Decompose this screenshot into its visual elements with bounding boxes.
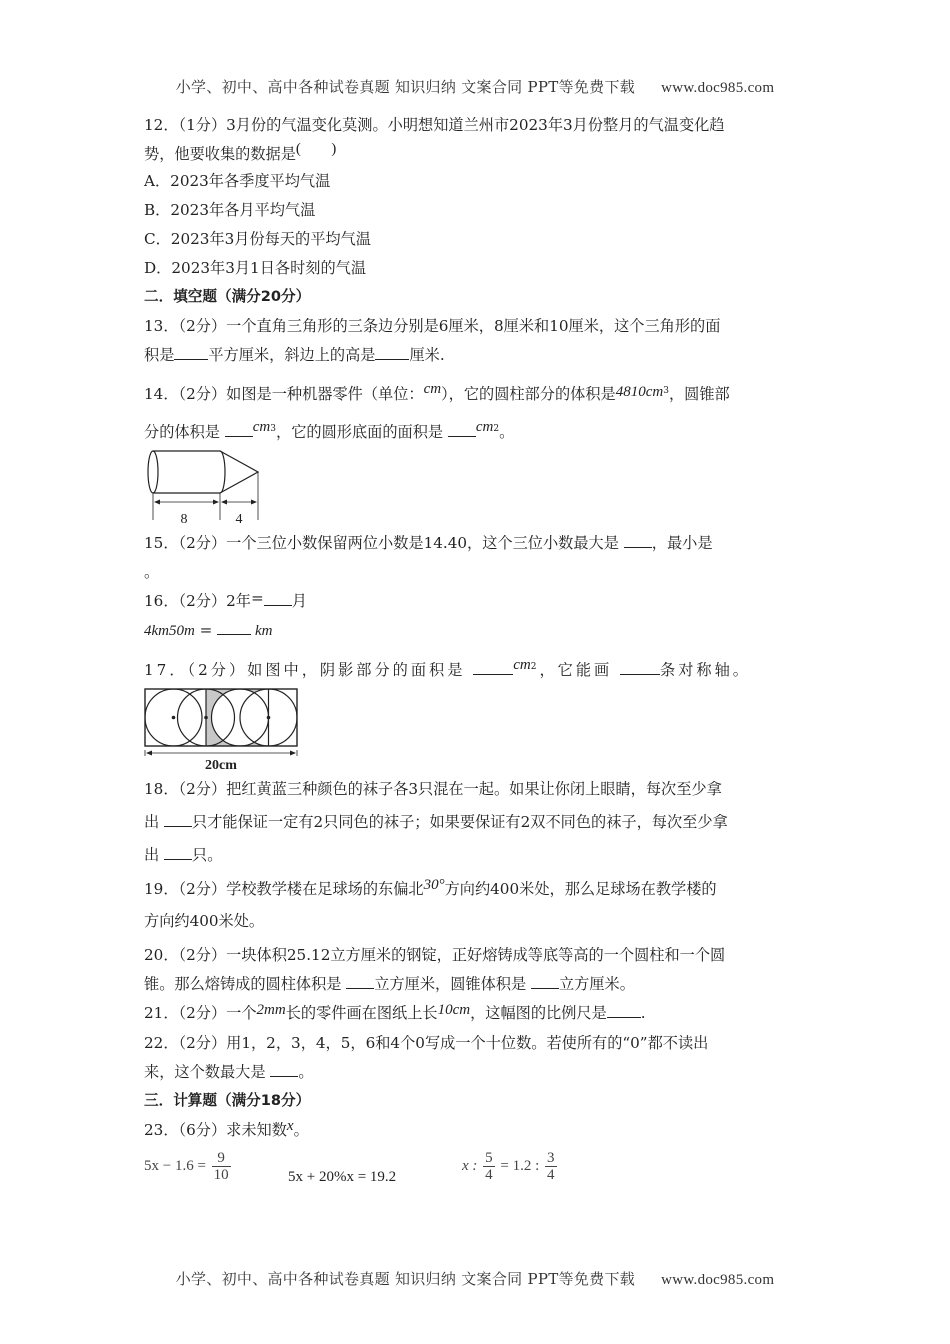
q18-blank-2[interactable]: [164, 845, 192, 860]
exam-content: [144, 112, 808, 1196]
q14-text-d: 分的体积是: [144, 423, 225, 442]
q18-text-b: 只才能保证一定有2只同色的袜子；如果要保证有2双不同色的袜子，每次至少拿: [192, 813, 728, 832]
q21-blank-scale[interactable]: [607, 1003, 641, 1018]
q12-option-d: D．2023年3月1日各时刻的气温: [144, 259, 367, 277]
q23-text-a: 23．（6分）求未知数: [144, 1121, 287, 1140]
equation-3-den-2: 4: [547, 1167, 555, 1184]
q18-line1: 18．（2分）把红黄蓝三种颜色的袜子各3只混在一起。如果让你闭上眼睛，每次至少拿: [144, 780, 722, 799]
q16-equals: =: [251, 589, 264, 608]
q19-line2: 方向约400米处。: [144, 912, 265, 931]
q19-text-b: 方向约400米处，那么足球场在教学楼的: [444, 880, 717, 899]
question-16: [144, 588, 808, 644]
q16-km-unit: km: [251, 623, 273, 640]
q15-line2: 。: [144, 563, 160, 582]
q13-text-b: 平方厘米，斜边上的高是: [208, 346, 376, 364]
q15-blank-max[interactable]: [624, 533, 652, 548]
cylinder-left-face: [148, 451, 158, 493]
q19-text-a: 19．（2分）学校教学楼在足球场的东偏北: [144, 880, 424, 899]
equation-2: 5x + 20%x = 19.2: [288, 1169, 397, 1186]
q14-text-e: ，它的圆形底面的面积是: [276, 423, 448, 442]
header-url[interactable]: www.doc985.com: [661, 80, 775, 96]
q18-text-d: 只。: [192, 846, 223, 865]
q18-blank-1[interactable]: [164, 812, 192, 827]
dimension-label-8: 8: [180, 512, 188, 527]
equation-1-left: 5x − 1.6 =: [144, 1158, 206, 1175]
q23-equations: [144, 1150, 808, 1196]
q23-text-b: 。: [293, 1121, 309, 1140]
q20-text-a: 锥。那么熔铸成的圆柱体积是: [144, 975, 347, 994]
equation-3-den-1: 4: [485, 1167, 493, 1184]
q12-line2: 势，他要收集的数据是: [144, 145, 296, 163]
q13-blank-height[interactable]: [375, 345, 409, 360]
equation-1-numerator: 9: [212, 1150, 231, 1167]
q12-option-c: C．2023年3月份每天的平均气温: [144, 230, 371, 248]
q14-text-f: 。: [499, 423, 515, 442]
q14-text-c: ，圆锥部: [668, 385, 730, 404]
equation-3-num-1: 5: [485, 1150, 493, 1167]
q18-text-a: 出: [144, 813, 165, 832]
q13-text-a: 积是: [144, 346, 175, 364]
q12-option-a: A．2023年各季度平均气温: [144, 172, 331, 190]
dimension-label-4: 4: [235, 512, 243, 527]
cylinder-right-face: [220, 451, 225, 493]
q13-line1: 13．（2分）一个直角三角形的三条边分别是6厘米，8厘米和10厘米，这个三角形的面: [144, 317, 721, 335]
question-14: 14．（2分）如图是一种机器零件（单位：cm），它的圆柱部分的体积是$4810cm^3$，圆锥部 分的体积是 $cm^3$，它的圆形底面的面积是 $cm^2$。 8 4: [144, 381, 730, 527]
q17-blank-axes[interactable]: [620, 660, 660, 675]
q20-blank-cone[interactable]: [531, 974, 559, 989]
q22-line1: 22．（2分）用1，2，3，4，5，6和4个0写成一个十位数。若使所有的“0”都不读出: [144, 1034, 709, 1053]
q12-answer-paren: ( ): [295, 140, 337, 157]
q20-text-c: 立方厘米。: [558, 975, 635, 994]
q15-text-b: ，最小是: [651, 534, 713, 553]
q17-text-b: ，它能画: [539, 661, 621, 680]
section-3-heading: 三．计算题（满分18分）: [144, 1092, 311, 1110]
question-23: [144, 1117, 808, 1196]
equation-1-denominator: 10: [213, 1167, 229, 1184]
q14-cylinder-volume: 4810cm: [615, 384, 664, 401]
q12-line1: 12．（1分）3月份的气温变化莫测。小明想知道兰州市2023年3月份整月的气温变化趋: [144, 116, 725, 134]
question-12: [144, 112, 808, 281]
page-header: [0, 76, 950, 97]
q16-distance: 4km50m: [144, 623, 195, 640]
q14-blank-base-area[interactable]: [448, 422, 476, 437]
q21-length-1: 2mm: [256, 1002, 286, 1019]
q21-text-b: 长的零件画在图纸上长: [285, 1004, 438, 1023]
q22-text-a: 来，这个数最大是: [144, 1063, 271, 1082]
page-footer: [0, 1268, 950, 1289]
equation-3-num-2: 3: [547, 1150, 555, 1167]
cone-outline: [220, 451, 258, 493]
q14-text-b: ），它的圆柱部分的体积是: [441, 385, 616, 404]
q21-text-d: .: [640, 1004, 646, 1023]
machine-part-figure: [144, 450, 266, 526]
question-18: [144, 776, 808, 868]
q21-text-a: 21．（2分）一个: [144, 1004, 257, 1023]
question-21: [144, 1000, 808, 1027]
q14-blank-cone-volume[interactable]: [225, 422, 253, 437]
q14-unit: cm: [423, 381, 442, 398]
width-label: 20cm: [205, 758, 237, 773]
section-2-heading: 二．填空题（满分20分）: [144, 288, 311, 305]
footer-url[interactable]: www.doc985.com: [661, 1272, 775, 1288]
q16-eq2: =: [194, 621, 218, 640]
q17-text-c: 条对称轴。: [660, 661, 751, 680]
q21-text-c: ，这幅图的比例尺是: [470, 1004, 607, 1023]
equation-3: [462, 1150, 559, 1183]
q15-text-a: 15．（2分）一个三位小数保留两位小数是14.40，这个三位小数最大是: [144, 534, 624, 553]
q18-text-c: 出: [144, 846, 165, 865]
q22-blank-max[interactable]: [270, 1062, 298, 1077]
equation-1: [144, 1150, 233, 1183]
q19-angle: 30°: [423, 877, 445, 894]
q17-blank-area[interactable]: [473, 660, 513, 675]
q13-text-c: 厘米.: [409, 346, 445, 364]
q17-text-a: 17．（2分）如图中，阴影部分的面积是: [144, 661, 474, 680]
q23-variable: x: [286, 1118, 294, 1135]
question-13: [144, 313, 808, 368]
q16-text-a: 16．（2分）2年: [144, 592, 251, 611]
equation-3-prefix: x :: [462, 1158, 478, 1175]
q20-line1: 20．（2分）一块体积25.12立方厘米的钢锭，正好熔铸成等底等高的一个圆柱和一个圆: [144, 946, 726, 965]
footer-text: 小学、初中、高中各种试卷真题 知识归纳 文案合同 PPT等免费下载: [175, 1270, 636, 1288]
header-text: 小学、初中、高中各种试卷真题 知识归纳 文案合同 PPT等免费下载: [175, 78, 636, 96]
q20-blank-cylinder[interactable]: [346, 974, 374, 989]
equation-3-middle: = 1.2 :: [500, 1158, 540, 1175]
q22-text-b: 。: [298, 1063, 314, 1082]
question-22: [144, 1030, 808, 1085]
q21-length-2: 10cm: [437, 1002, 471, 1019]
question-17: 17．（2分）如图中，阴影部分的面积是 $cm^2$，它能画 条对称轴。 20cm: [144, 657, 751, 773]
q12-option-b: B．2023年各月平均气温: [144, 201, 316, 219]
question-20: [144, 942, 808, 997]
q13-blank-area[interactable]: [174, 345, 208, 360]
circles-rectangle-figure: [144, 688, 300, 772]
q16-blank-months[interactable]: [264, 591, 292, 606]
q20-text-b: 立方厘米，圆锥体积是: [374, 975, 531, 994]
q16-blank-km[interactable]: [217, 620, 251, 635]
q14-text-a: 14．（2分）如图是一种机器零件（单位：: [144, 385, 424, 404]
question-19: [144, 876, 808, 934]
question-15: [144, 530, 808, 585]
q16-text-b: 月: [291, 592, 307, 611]
